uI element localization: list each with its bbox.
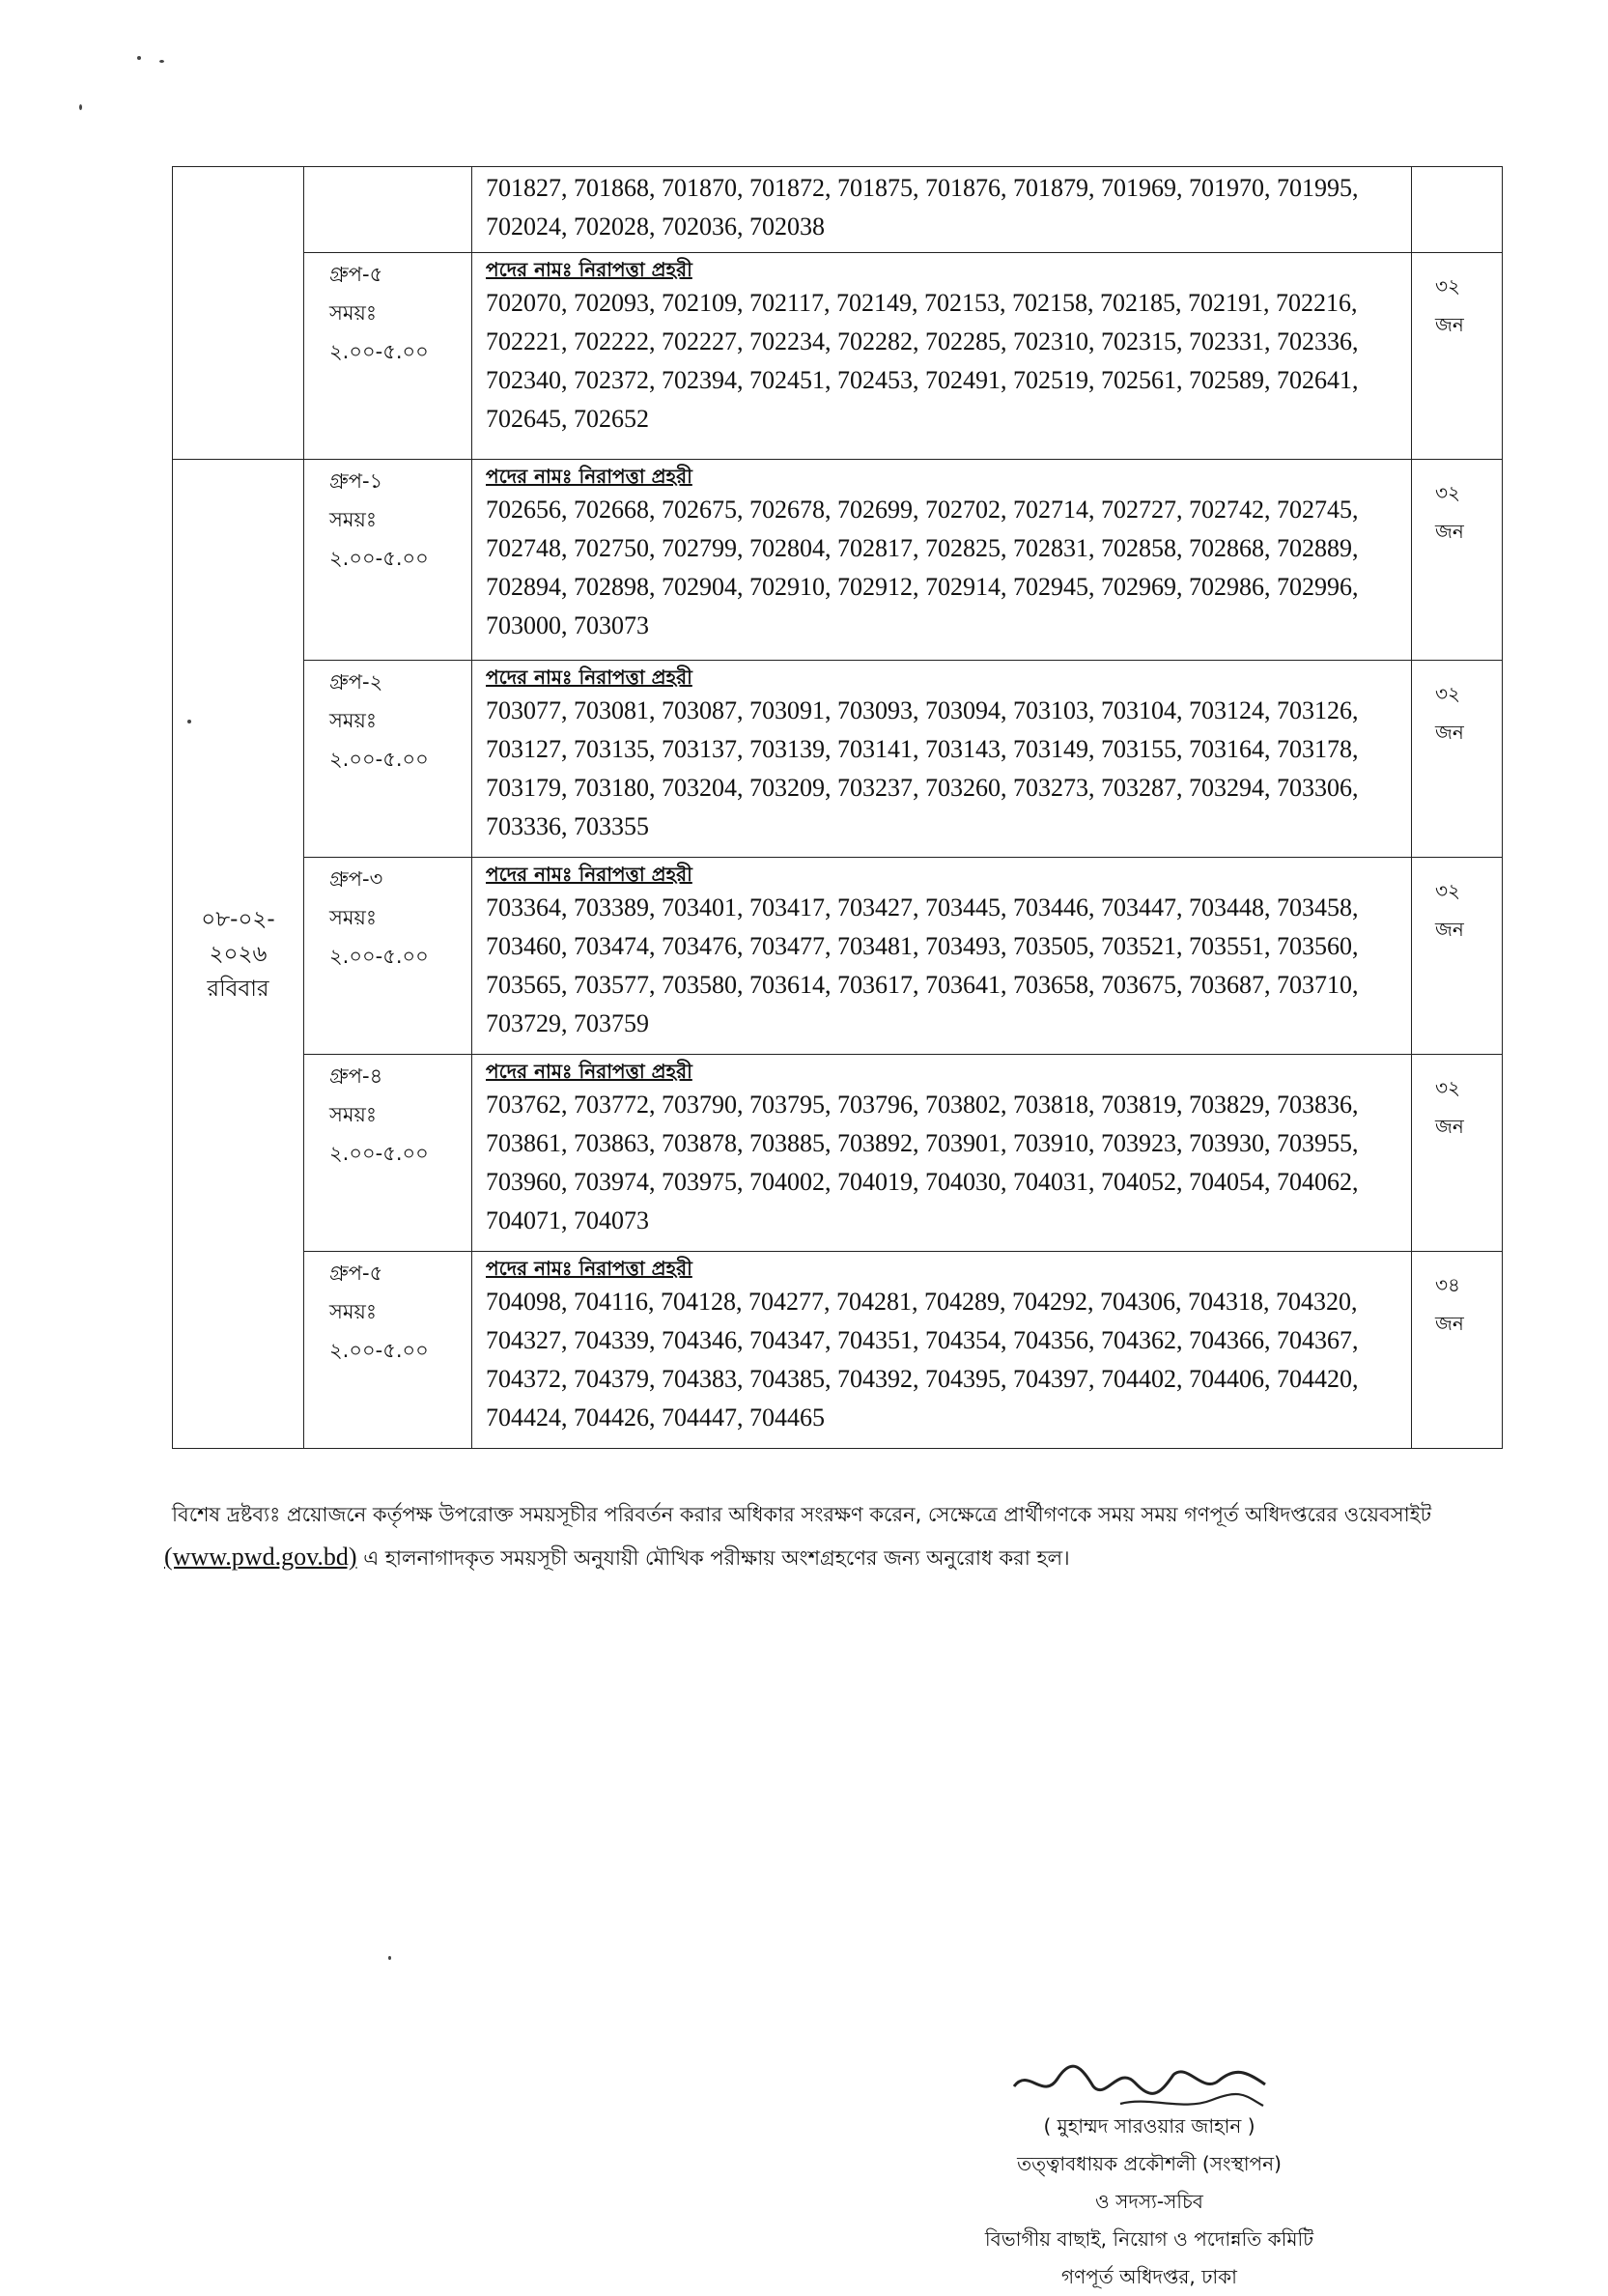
candidate-unit: জন bbox=[1435, 721, 1464, 744]
roll-numbers: 703762, 703772, 703790, 703795, 703796, 703802, 703818, 703819, 703829, 703836, 703861, 703863, 703878, 703885, 703892, 703901, 703910, 703923, 703930, 703955, 703960, 703974, 703975, 704002, 704019, 704030, 704031, 704052, 704054, 704062, 704071, 704073 bbox=[486, 1091, 1359, 1234]
roll-numbers: 703364, 703389, 703401, 703417, 703427, 703445, 703446, 703447, 703448, 703458, 703460, 703474, 703476, 703477, 703481, 703493, 703505, 703521, 703551, 703560, 703565, 703577, 703580, 703614, 703617, 703641, 703658, 703675, 703687, 703710, 703729, 703759 bbox=[486, 893, 1359, 1037]
roll-numbers-cell bbox=[472, 1055, 1412, 1252]
group-label: গ্রুপ-৫ bbox=[329, 263, 383, 286]
group-cell bbox=[304, 167, 472, 253]
post-name: পদের নামঃ নিরাপত্তা প্রহরী bbox=[486, 863, 692, 886]
time-label: সময়ঃ bbox=[329, 1300, 378, 1323]
committee-name: বিভাগীয় বাছাই, নিয়োগ ও পদোন্নতি কমিটি bbox=[984, 2227, 1314, 2251]
special-note bbox=[164, 1493, 1492, 1579]
post-name: পদের নামঃ নিরাপত্তা প্রহরী bbox=[486, 1257, 692, 1280]
schedule-row bbox=[173, 1252, 1503, 1449]
roll-numbers-cell bbox=[472, 460, 1412, 661]
candidate-count-cell bbox=[1412, 661, 1503, 858]
group-cell bbox=[304, 661, 472, 858]
time-label: সময়ঃ bbox=[329, 709, 378, 732]
date-cell bbox=[173, 460, 304, 1449]
candidate-count: ৩২ bbox=[1435, 1076, 1461, 1099]
time-label: সময়ঃ bbox=[329, 508, 378, 531]
schedule-row bbox=[173, 1055, 1503, 1252]
roll-numbers: 704098, 704116, 704128, 704277, 704281, 704289, 704292, 704306, 704318, 704320, 704327, 704339, 704346, 704347, 704351, 704354, 704356, 704362, 704366, 704367, 704372, 704379, 704383, 704385, 704392, 704395, 704397, 704402, 704406, 704420, 704424, 704426, 704447, 704465 bbox=[486, 1288, 1359, 1431]
candidate-count-cell bbox=[1412, 858, 1503, 1055]
post-name: পদের নামঃ নিরাপত্তা প্রহরী bbox=[486, 666, 692, 689]
group-cell bbox=[304, 858, 472, 1055]
roll-numbers: 702656, 702668, 702675, 702678, 702699, 702702, 702714, 702727, 702742, 702745, 702748, 702750, 702799, 702804, 702817, 702825, 702831, 702858, 702868, 702889, 702894, 702898, 702904, 702910, 702912, 702914, 702945, 702969, 702986, 702996, 703000, 703073 bbox=[486, 496, 1359, 639]
schedule-row bbox=[173, 858, 1503, 1055]
time-value: ২.০০-৫.০০ bbox=[329, 1142, 429, 1165]
candidate-count: ৩৪ bbox=[1435, 1273, 1460, 1296]
signature-block bbox=[898, 2108, 1400, 2296]
roll-numbers: 703077, 703081, 703087, 703091, 703093, 703094, 703103, 703104, 703124, 703126, 703127, 703135, 703137, 703139, 703141, 703143, 703149, 703155, 703164, 703178, 703179, 703180, 703204, 703209, 703237, 703260, 703273, 703287, 703294, 703306, 703336, 703355 bbox=[486, 696, 1359, 840]
group-label: গ্রুপ-২ bbox=[329, 670, 383, 694]
time-value: ২.০০-৫.০০ bbox=[329, 1339, 429, 1362]
group-cell bbox=[304, 1252, 472, 1449]
date-line3: রবিবার bbox=[207, 976, 269, 1002]
candidate-count: ৩২ bbox=[1435, 481, 1461, 504]
candidate-count: ৩২ bbox=[1435, 682, 1461, 705]
post-name: পদের নামঃ নিরাপত্তা প্রহরী bbox=[486, 258, 692, 281]
group-cell bbox=[304, 460, 472, 661]
roll-numbers-cell bbox=[472, 167, 1412, 253]
note-text-start: বিশেষ দ্রষ্টব্যঃ প্রয়োজনে কর্তৃপক্ষ উপরোক্ত সময়সূচীর পরিবর্তন করার অধিকার সংরক্ষণ করেন, সেক্ষেত্রে প্রার্থীগণকে সময় সময় গণপূর্ত অধিদপ্তরের ওয়েবসাইট bbox=[172, 1503, 1432, 1526]
handwritten-signature bbox=[1004, 2057, 1284, 2115]
post-name: পদের নামঃ নিরাপত্তা প্রহরী bbox=[486, 465, 692, 488]
post-name: পদের নামঃ নিরাপত্তা প্রহরী bbox=[486, 1060, 692, 1083]
group-label: গ্রুপ-৪ bbox=[329, 1064, 383, 1088]
schedule-row bbox=[173, 253, 1503, 460]
roll-numbers-cell bbox=[472, 1252, 1412, 1449]
date-line2: ২০২৬ bbox=[209, 941, 268, 967]
time-value: ২.০০-৫.০০ bbox=[329, 748, 429, 771]
group-label: গ্রুপ-৩ bbox=[329, 867, 383, 891]
time-value: ২.০০-৫.০০ bbox=[329, 340, 429, 363]
candidate-unit: জন bbox=[1435, 918, 1464, 941]
group-label: গ্রুপ-১ bbox=[329, 469, 383, 493]
roll-numbers-cell bbox=[472, 253, 1412, 460]
time-value: ২.০০-৫.০০ bbox=[329, 547, 429, 570]
schedule-row bbox=[173, 460, 1503, 661]
schedule-body bbox=[173, 167, 1503, 1449]
candidate-unit: জন bbox=[1435, 313, 1464, 336]
candidate-count-cell bbox=[1412, 167, 1503, 253]
roll-numbers-cell bbox=[472, 858, 1412, 1055]
candidate-count-cell bbox=[1412, 460, 1503, 661]
schedule-row bbox=[173, 661, 1503, 858]
time-label: সময়ঃ bbox=[329, 906, 378, 929]
candidate-unit: জন bbox=[1435, 1312, 1464, 1335]
time-label: সময়ঃ bbox=[329, 1103, 378, 1126]
website-link[interactable]: (www.pwd.gov.bd) bbox=[164, 1543, 357, 1571]
time-value: ২.০০-৫.০০ bbox=[329, 945, 429, 968]
date-line1: ০৮-০২- bbox=[201, 906, 275, 932]
candidate-count-cell bbox=[1412, 1055, 1503, 1252]
candidate-count-cell bbox=[1412, 253, 1503, 460]
time-label: সময়ঃ bbox=[329, 301, 378, 325]
schedule-table-wrapper bbox=[172, 166, 1503, 1449]
roll-numbers: 701827, 701868, 701870, 701872, 701875, 701876, 701879, 701969, 701970, 701995, 702024, 702028, 702036, 702038 bbox=[486, 174, 1359, 241]
candidate-count: ৩২ bbox=[1435, 274, 1461, 298]
signatory-name: ( মুহাম্মদ সারওয়ার জাহান ) bbox=[1043, 2114, 1255, 2138]
candidate-unit: জন bbox=[1435, 520, 1464, 543]
group-cell bbox=[304, 1055, 472, 1252]
note-text-end: এ হালনাগাদকৃত সময়সূচী অনুযায়ী মৌখিক পরীক্ষায় অংশগ্রহণের জন্য অনুরোধ করা হল। bbox=[356, 1546, 1070, 1570]
candidate-unit: জন bbox=[1435, 1115, 1464, 1138]
signatory-designation: তত্ত্বাবধায়ক প্রকৌশলী (সংস্থাপন) bbox=[1017, 2152, 1282, 2175]
group-cell bbox=[304, 253, 472, 460]
candidate-count: ৩২ bbox=[1435, 879, 1461, 902]
signatory-role: ও সদস্য-সচিব bbox=[1095, 2190, 1203, 2213]
candidate-count-cell bbox=[1412, 1252, 1503, 1449]
date-cell bbox=[173, 167, 304, 460]
schedule-row bbox=[173, 167, 1503, 253]
schedule-table bbox=[172, 166, 1503, 1449]
group-label: গ্রুপ-৫ bbox=[329, 1261, 383, 1285]
roll-numbers-cell bbox=[472, 661, 1412, 858]
roll-numbers: 702070, 702093, 702109, 702117, 702149, 702153, 702158, 702185, 702191, 702216, 702221, 702222, 702227, 702234, 702282, 702285, 702310, 702315, 702331, 702336, 702340, 702372, 702394, 702451, 702453, 702491, 702519, 702561, 702589, 702641, 702645, 702652 bbox=[486, 289, 1359, 433]
office-name: গণপূর্ত অধিদপ্তর, ঢাকা bbox=[1061, 2265, 1237, 2288]
